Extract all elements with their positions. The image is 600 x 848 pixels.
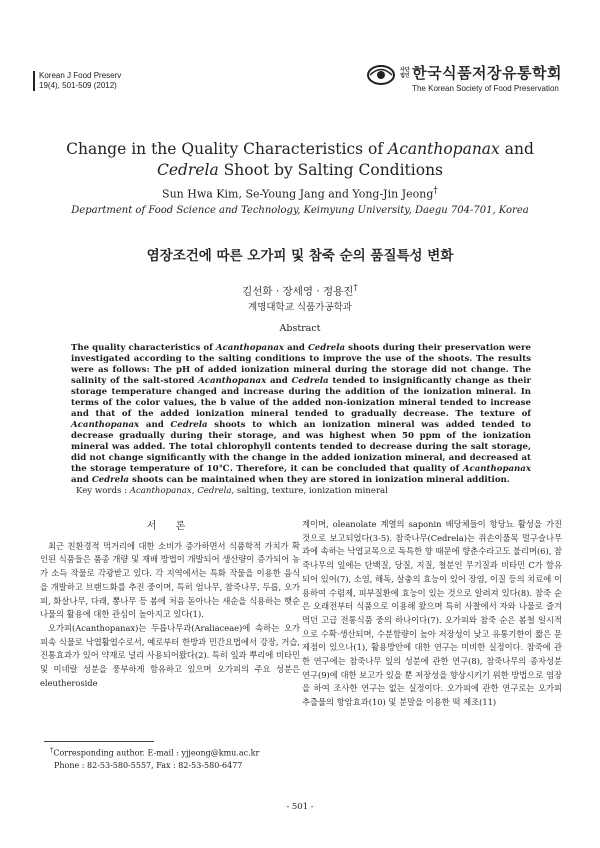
title-genus-2: Cedrela	[156, 161, 219, 179]
abstract-heading: Abstract	[279, 323, 321, 334]
abstract-genus: Acanthopanax	[71, 420, 140, 430]
abstract-text: tended to insignificantly change as their storage temperature changed and increase during the addition of the ionization mineral. In terms of the color values, the b value of the added non-ionization mineral tended to increase and that of the added ionization mineral tended to gradually decrease. The texture of	[71, 376, 531, 419]
keywords-label: Key words :	[76, 486, 128, 496]
page-number: - 501 -	[286, 802, 314, 812]
footnote	[50, 744, 259, 772]
abstract-text: and	[71, 475, 92, 485]
abstract-genus: Acanthopanax	[215, 343, 285, 353]
title-genus-1: Acanthopanax	[388, 140, 500, 158]
journal-name: Korean J Food Preserv	[39, 71, 122, 80]
contact-phone-fax: Phone : 82-53-580-5557, Fax : 82-53-580-6477	[54, 760, 243, 770]
abstract-text: and	[139, 420, 171, 430]
korean-authors	[0, 283, 600, 299]
korean-title: 염장조건에 따른 오가피 및 참죽 순의 품질특성 변화	[146, 248, 454, 264]
abstract-text: and	[284, 343, 308, 353]
body-paragraph: 계이며, oleanolate 계열의 saponin 배당체들이 항당뇨 활성을 가진 것으로 보고되었다(3-5). 참죽나무(Cedrela)는 쥐손이풀목 멀구슬나무과에 속하는 낙엽교목으로 독특한 향 때문에 향춘수라고도 불리며(6), 참죽나무의 잎에는 단백질, 당질, 지질, 철분인 무기질과 비타민 C가 함유되어 있어(7), 소염, 해독, 살충의 효능이 있어 장염, 이질 등의 치료에 이용하여 수렴제, 피부질환에 효능이 있는 것으로 알려져 있다(8). 참죽 순은 오래전부터 식품으로 이용해 왔으며 특히 사찰에서 자와 나물로 즐겨먹던 고급 전통식품 중의 하나이다(7). 오가피와 참죽 순은 봄철 일시적으로 수확·생산되며, 수분함량이 높아 저장성이 낮고 유통기한이 짧은 문제점이 있으나(1), 활용방안에 대한 연구는 미비한 실정이다. 참죽에 관한 연구에는 참죽나무 잎의 성분에 관한 연구(8), 참죽나무의 종자성분 연구(9)에 대한 보고가 있을 뿐 저장성을 향상시키기 위한 방법으로 염장을 하여 조사한 연구는 없는 실정이다. 오가피에 관한 연구로는 오가피 추출물의 항암효과(10) 및 분말을 이용한 떡 제조(11)	[302, 519, 562, 708]
abstract-text: The quality characteristics of	[71, 343, 216, 353]
author-names: Sun Hwa Kim, Se-Young Jang and Yong-Jin Jeong	[162, 187, 434, 201]
author-mark: †	[353, 283, 358, 293]
author-mark: †	[433, 185, 438, 196]
keywords-list: salting, texture, ionization mineral	[234, 486, 388, 496]
authors	[0, 185, 600, 201]
abstract-genus: Acanthopanax	[198, 376, 267, 386]
korean-affiliation: 계명대학교 식품가공학과	[248, 302, 352, 313]
society-name-en: The Korean Society of Food Preservation	[412, 84, 559, 93]
abstract-text: shoots to which an ionization mineral was added tended to decrease gradually during their storage, and was highest when 50 ppm of the ionization mineral was added. The total chlorophyll contents tended to decrease during the salt storage, did not change significantly with the change in the added ionization mineral, and decreased at the storage temperature of 10℃. Therefore, it can be concluded that quality of	[71, 420, 532, 474]
right-column	[302, 518, 562, 710]
abstract-text: and	[266, 376, 292, 386]
title-text: and	[499, 140, 534, 158]
footnote-mark: †	[50, 746, 54, 754]
society-name-ko: 한국식품저장유통학회	[412, 65, 562, 82]
left-column	[40, 518, 300, 690]
journal-citation	[33, 71, 121, 91]
abstract-genus: Cedrela	[91, 475, 129, 485]
society-header	[366, 62, 562, 93]
korean-author-names: 김선화 · 장세영 · 정용진	[242, 285, 354, 298]
section-heading: 서 론	[146, 521, 194, 532]
keywords-italic: Acanthopanax, Cedrela,	[129, 486, 235, 496]
society-logo-icon	[366, 64, 396, 86]
abstract-genus: Cedrela	[307, 343, 346, 353]
title-text: Shoot by Salting Conditions	[218, 161, 444, 179]
abstract-genus: Acanthopanax	[462, 464, 531, 474]
abstract-genus: Cedrela	[170, 420, 208, 430]
journal-volume: 19(4), 501-509 (2012)	[39, 81, 117, 90]
abstract-body	[71, 343, 531, 486]
abstract-text: shoots can be maintained when they are stored in ionization mineral addition.	[128, 475, 510, 485]
body-paragraph: 오가피(Acanthopanax)는 두릅나무과(Araliaceae)에 속하는 오가피속 식물로 낙엽활엽수로서, 예로부터 한방과 민간요법에서 강장, 거습, 진통효과가 있어 약재로 널리 사용되어왔다(2). 특히 잎과 뿌리에 비타민 및 미네랄 성분을 풍부하게 함유하고 있으며 오가피의 주요 성분은 eleutheroside	[40, 622, 300, 688]
society-type: 사단 법인	[400, 66, 410, 79]
body-paragraph: 최근 친환경적 먹거리에 대한 소비가 증가하면서 식품학적 가치가 확인된 식품들은 품종 개량 및 재배 방법이 개발되어 생산량이 증가되어 농가 소득 작물로 각광받고 있다. 각 지역에서는 특화 작물을 이용한 음식을 개발하고 브랜드화를 추진 중이며, 특히 엄나무, 참죽나무, 두릅, 오가피, 화살나무, 다래, 뽕나무 등 봄에 처음 돋아나는 새순을 식용하는 햇순나물의 활용에 대한 관심이 높아지고 있다(1).	[40, 540, 300, 620]
paper-title	[0, 139, 600, 181]
affiliation: Department of Food Science and Technology, Keimyung University, Daegu 704-701, Korea	[71, 205, 529, 216]
abstract-genus: Cedrela	[291, 376, 329, 386]
corresponding-author: Corresponding author. E-mail : yjjeong@kmu.ac.kr	[53, 748, 260, 758]
footnote-divider	[44, 741, 154, 742]
keywords	[76, 486, 388, 496]
title-text: Change in the Quality Characteristics of	[66, 140, 389, 158]
abstract-text: shoots during their preservation were investigated according to the salting conditions to improve the use of the shoots. The results were as follows: The pH of added ionization mineral during the storage did not change. The salinity of the salt-stored	[71, 343, 531, 386]
